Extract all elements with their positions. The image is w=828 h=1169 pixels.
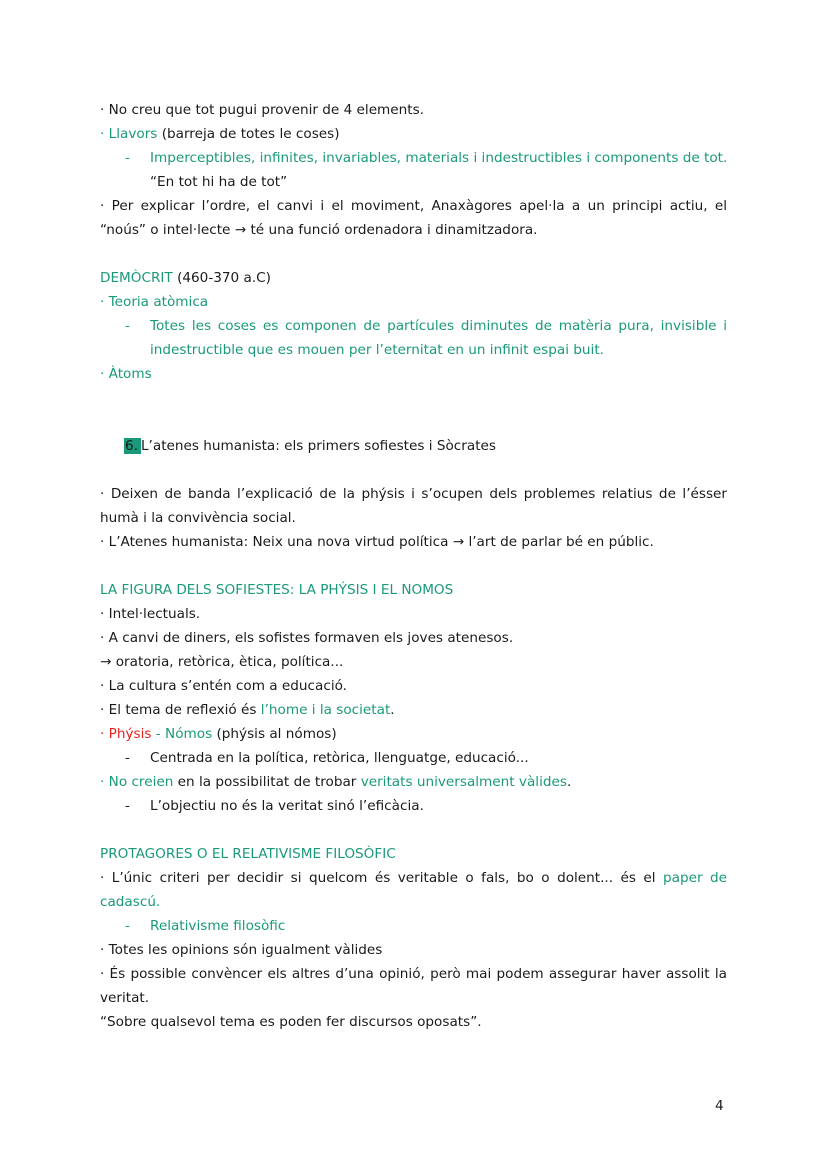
- sub-item: Relativisme filosòfic: [150, 918, 286, 934]
- highlight-term: Llavors: [108, 126, 158, 142]
- paragraph-line: cadascú.: [100, 894, 161, 910]
- highlight-term: l’home i la societat: [260, 702, 391, 718]
- page-number: 4: [715, 1098, 724, 1114]
- text-line: · No creu que tot pugui provenir de 4 elements.: [100, 102, 425, 118]
- heading-name: DEMÒCRIT: [100, 270, 173, 286]
- text-fragment: en la possibilitat de trobar: [173, 774, 361, 790]
- dash-bullet: -: [125, 150, 130, 166]
- paragraph-line: · És possible convèncer els altres d’una opinió, però mai podem assegurar haver assolit la: [100, 966, 727, 982]
- heading-dates: (460-370 a.C): [172, 270, 271, 286]
- list-item: [100, 772, 727, 792]
- sub-item: L’objectiu no és la veritat sinó l’eficàcia.: [150, 798, 424, 814]
- paragraph-line: humà i la convivència social.: [100, 510, 296, 526]
- highlight-term: Nómos: [165, 726, 213, 742]
- bullet: ·: [100, 126, 105, 142]
- sub-item: Centrada en la política, retòrica, llenguatge, educació...: [150, 750, 529, 766]
- sub-item: Totes les coses es componen de partícules diminutes de matèria pura, invisible i: [150, 318, 727, 334]
- quote-line: “En tot hi ha de tot”: [150, 174, 288, 190]
- quote-line: “Sobre qualsevol tema es poden fer discursos oposats”.: [100, 1014, 482, 1030]
- section-heading: LA FIGURA DELS SOFIESTES: LA PHÝSIS I EL NOMOS: [100, 582, 454, 598]
- text-fragment: · El tema de reflexió és: [100, 702, 261, 718]
- dash-bullet: -: [125, 318, 130, 334]
- bullet: ·: [100, 726, 105, 742]
- paragraph-line: [100, 868, 727, 888]
- numbered-section-title: [124, 436, 727, 456]
- highlight-term: paper de: [663, 870, 727, 886]
- text-fragment: .: [566, 774, 572, 790]
- text-fragment: (phýsis al nómos): [212, 726, 337, 742]
- section-number: 6.: [124, 438, 141, 454]
- text-line: [100, 124, 727, 144]
- bullet: ·: [100, 774, 105, 790]
- dash-bullet: -: [125, 918, 130, 934]
- list-item: [100, 724, 727, 744]
- highlight-term: veritats universalment vàlides: [360, 774, 567, 790]
- paragraph-line: “noús” o intel·lecte → té una funció ordenadora i dinamitzadora.: [100, 222, 538, 238]
- list-item: · Teoria atòmica: [100, 294, 209, 310]
- section-heading: [100, 268, 727, 288]
- list-item: · Intel·lectuals.: [100, 606, 201, 622]
- list-item: · La cultura s’entén com a educació.: [100, 678, 347, 694]
- text-fragment: .: [390, 702, 395, 718]
- text-fragment: (barreja de totes le coses): [157, 126, 340, 142]
- dash-bullet: -: [125, 750, 130, 766]
- list-item: [100, 700, 727, 720]
- section-title: L’atenes humanista: els primers sofiestes i Sòcrates: [140, 438, 496, 454]
- paragraph-line: · Deixen de banda l’explicació de la phýsis i s’ocupen dels problemes relatius de l’ésser: [100, 486, 727, 502]
- text-fragment: · L’únic criteri per decidir si quelcom és veritable o fals, bo o dolent... és el: [100, 870, 664, 886]
- sub-item: indestructible que es mouen per l’eternitat en un infinit espai buit.: [150, 342, 604, 358]
- list-item: · Totes les opinions són igualment vàlides: [100, 942, 383, 958]
- highlight-term: No creien: [108, 774, 174, 790]
- paragraph-line: · L’Atenes humanista: Neix una nova virtud política → l’art de parlar bé en públic.: [100, 534, 654, 550]
- sub-item: Imperceptibles, infinites, invariables, materials i indestructibles i components de tot.: [150, 150, 728, 166]
- list-item: → oratoria, retòrica, ètica, política...: [100, 654, 344, 670]
- paragraph-line: · Per explicar l’ordre, el canvi i el moviment, Anaxàgores apel·la a un principi actiu, el: [100, 198, 727, 214]
- paragraph-line: veritat.: [100, 990, 150, 1006]
- separator: -: [151, 726, 166, 742]
- list-item: · Àtoms: [100, 366, 152, 382]
- dash-bullet: -: [125, 798, 130, 814]
- section-heading: PROTAGORES O EL RELATIVISME FILOSÒFIC: [100, 846, 396, 862]
- list-item: · A canvi de diners, els sofistes formaven els joves atenesos.: [100, 630, 514, 646]
- highlight-term-red: Phýsis: [108, 726, 152, 742]
